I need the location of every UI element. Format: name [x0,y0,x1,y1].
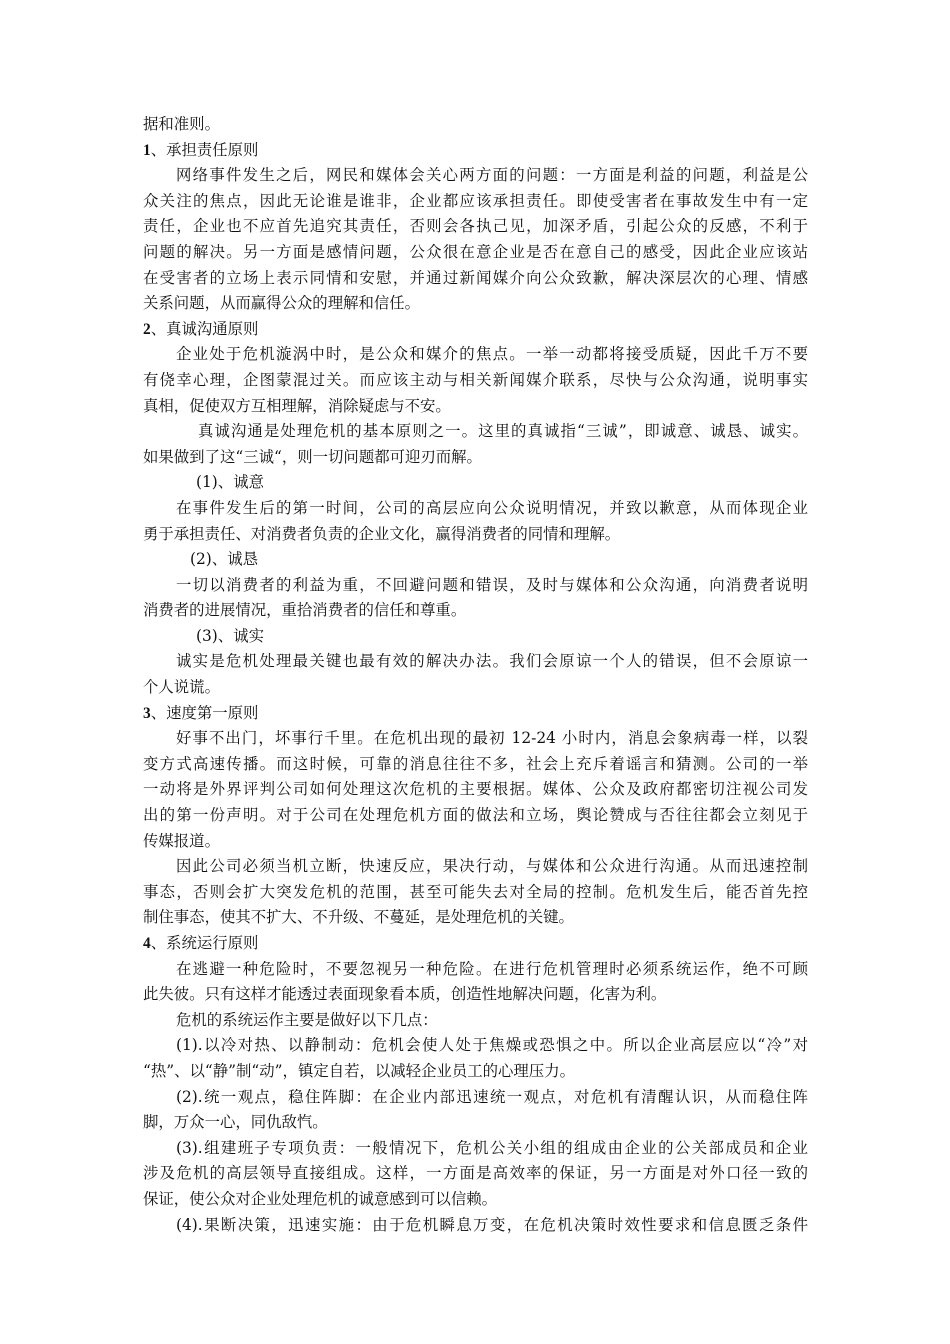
text-line: (2)、诚恳 [190,550,258,569]
section-number: 1 [143,141,151,159]
text-line: 问题的解决。另一方面是感情问题，公众很在意企业是否在意自己的感受，因此企业应该站 [143,242,808,261]
text-line: 在受害者的立场上表示同情和安慰，并通过新闻媒介向公众致歉，解决深层次的心理、情感 [143,268,808,287]
text-line: 个人说谎。 [143,678,220,697]
section-heading [143,701,808,727]
section-title: 、速度第一原则 [150,703,259,722]
section-title: 、承担责任原则 [150,140,259,159]
section-heading [143,931,808,957]
section-number: 2 [143,320,151,338]
text-line: (2).统一观点，稳住阵脚：在企业内部迅速统一观点，对危机有清醒认识，从而稳住阵 [176,1087,808,1106]
document-page [143,112,808,1238]
text-line: (1)、诚意 [196,473,264,492]
text-line: 责任，企业也不应首先追究其责任，否则会各执己见，加深矛盾，引起公众的反感，不利于 [143,217,808,236]
text-line: 众关注的焦点，因此无论谁是谁非，企业都应该承担责任。即使受害者在事故发生中有一定 [143,191,808,210]
section-number: 3 [143,704,151,722]
text-line: 好事不出门，坏事行千里。在危机出现的最初 12-24 小时内，消息会象病毒一样，以裂 [176,729,808,748]
section-number: 4 [143,935,151,952]
text-line: (3)、诚实 [196,626,264,645]
text-line: 脚，万众一心，同仇敌忾。 [143,1113,328,1132]
text-line: 传媒报道。 [143,831,220,850]
text-line: 制住事态，使其不扩大、不升级、不蔓延，是处理危机的关键。 [143,908,574,927]
text-line: 关系问题，从而赢得公众的理解和信任。 [143,294,421,313]
text-line: (4).果断决策，迅速实施：由于危机瞬息万变，在危机决策时效性要求和信息匮乏条件 [176,1215,808,1234]
section-heading [143,138,808,164]
text-line: 消费者的进展情况，重拾消费者的信任和尊重。 [143,601,467,620]
text-line: 网络事件发生之后，网民和媒体会关心两方面的问题：一方面是利益的问题，利益是公 [176,166,808,185]
section-heading [143,317,808,343]
text-line: 如果做到了这“三诚“，则一切问题都可迎刃而解。 [143,447,482,466]
text-line: 在事件发生后的第一时间，公司的高层应向公众说明情况，并致以歉意，从而体现企业 [176,498,808,517]
text-line: 危机的系统运作主要是做好以下几点： [176,1010,438,1029]
text-line: (3).组建班子专项负责：一般情况下，危机公关小组的组成由企业的公关部成员和企业 [176,1138,808,1157]
text-line: (1).以冷对热、以静制动：危机会使人处于焦燥或恐惧之中。所以企业高层应以“冷”对 [176,1036,808,1055]
text-line: 勇于承担责任、对消费者负责的企业文化，赢得消费者的同情和理解。 [143,524,621,543]
text-line: 真诚沟通是处理危机的基本原则之一。这里的真诚指“三诚”，即诚意、诚恳、诚实。 [198,422,808,441]
text-line: 保证，使公众对企业处理危机的诚意感到可以信赖。 [143,1189,497,1208]
text-line: 出的第一份声明。对于公司在处理危机方面的做法和立场，舆论赞成与否往往都会立刻见于 [143,806,808,825]
text-line: 涉及危机的高层领导直接组成。这样，一方面是高效率的保证，另一方面是对外口径一致的 [143,1164,808,1183]
text-line: 有侥幸心理，企图蒙混过关。而应该主动与相关新闻媒介联系，尽快与公众沟通，说明事实 [143,370,808,389]
text-line: 此失彼。只有这样才能透过表面现象看本质，创造性地解决问题，化害为利。 [143,985,667,1004]
section-title: 、系统运行原则 [150,934,259,952]
section-title: 、真诚沟通原则 [150,319,259,338]
text-line: 企业处于危机漩涡中时，是公众和媒介的焦点。一举一动都将接受质疑，因此千万不要 [176,345,808,364]
text-line: 变方式高速传播。而这时候，可靠的消息往往不多，社会上充斥着谣言和猜测。公司的一举 [143,754,808,773]
text-line: 诚实是危机处理最关键也最有效的解决办法。我们会原谅一个人的错误，但不会原谅一 [176,652,808,671]
text-line: 因此公司必须当机立断，快速反应，果决行动，与媒体和公众进行沟通。从而迅速控制 [176,857,808,876]
text-line: 在逃避一种危险时，不要忽视另一种危险。在进行危机管理时必须系统运作，绝不可顾 [176,959,808,978]
text-line: 一切以消费者的利益为重，不回避问题和错误，及时与媒体和公众沟通，向消费者说明 [176,575,808,594]
text-line: “热”、以“静”制“动”，镇定自若，以减轻企业员工的心理压力。 [143,1061,575,1080]
text-line: 真相，促使双方互相理解，消除疑虑与不安。 [143,396,451,415]
text-line: 一动将是外界评判公司如何处理这次危机的主要根据。媒体、公众及政府都密切注视公司发 [143,780,808,799]
text-line: 据和准则。 [143,115,220,133]
text-line: 事态，否则会扩大突发危机的范围，甚至可能失去对全局的控制。危机发生后，能否首先控 [143,882,808,901]
